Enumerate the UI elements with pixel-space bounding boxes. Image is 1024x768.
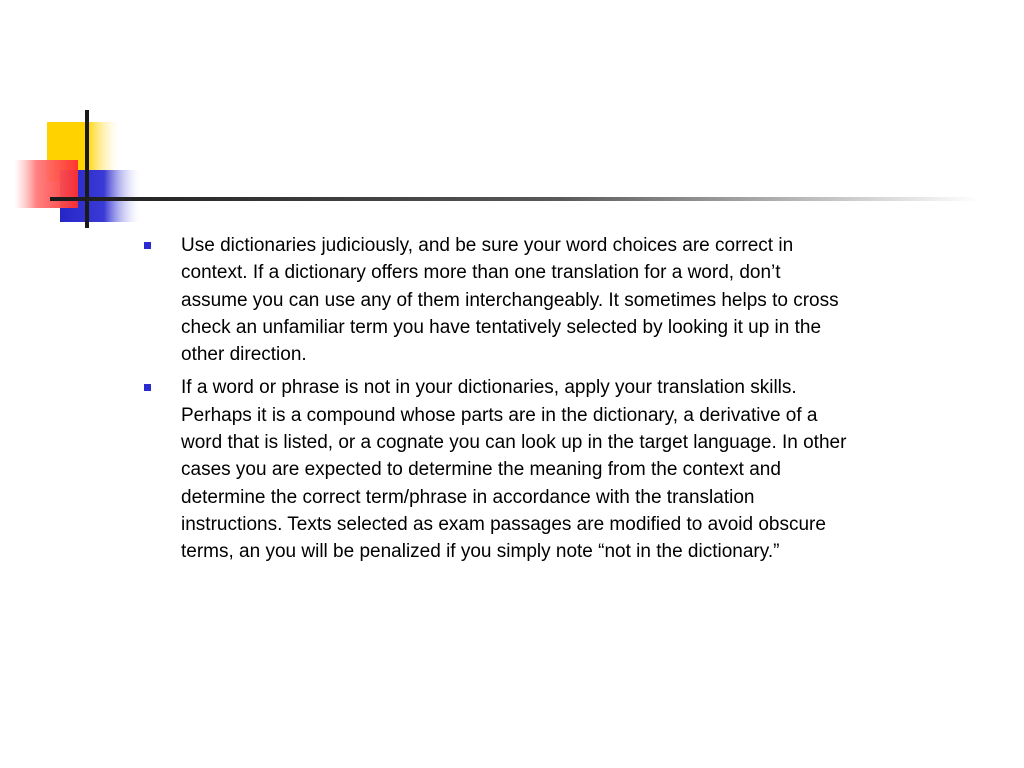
slide-body	[144, 232, 994, 572]
bullet-item	[144, 374, 994, 565]
bullet-item	[144, 232, 994, 368]
square-bullet-icon	[144, 384, 151, 391]
square-bullet-icon	[144, 242, 151, 249]
title-decoration	[0, 0, 1024, 240]
bullet-list	[144, 232, 994, 566]
bullet-text: If a word or phrase is not in your dictionaries, apply your translation skills. Perhaps it is a compound whose parts are in the dictionary, a derivative of a word that is listed, or a cognate you can look up in the target language. In other cases you are expected to determine the meaning from the context and determine the correct term/phrase in accordance with the translation instructions. Texts selected as exam passages are modified to avoid obscure terms, an you will be penalized if you simply note “not in the dictionary.”	[181, 377, 847, 563]
horizontal-rule	[50, 197, 980, 201]
vertical-rule	[85, 110, 89, 228]
bullet-text: Use dictionaries judiciously, and be sure your word choices are correct in context. If a dictionary offers more than one translation for a word, don’t assume you can use any of them interchangeably. It sometimes helps to cross check an unfamiliar term you have tentatively selected by looking it up in the other direction.	[181, 235, 839, 366]
